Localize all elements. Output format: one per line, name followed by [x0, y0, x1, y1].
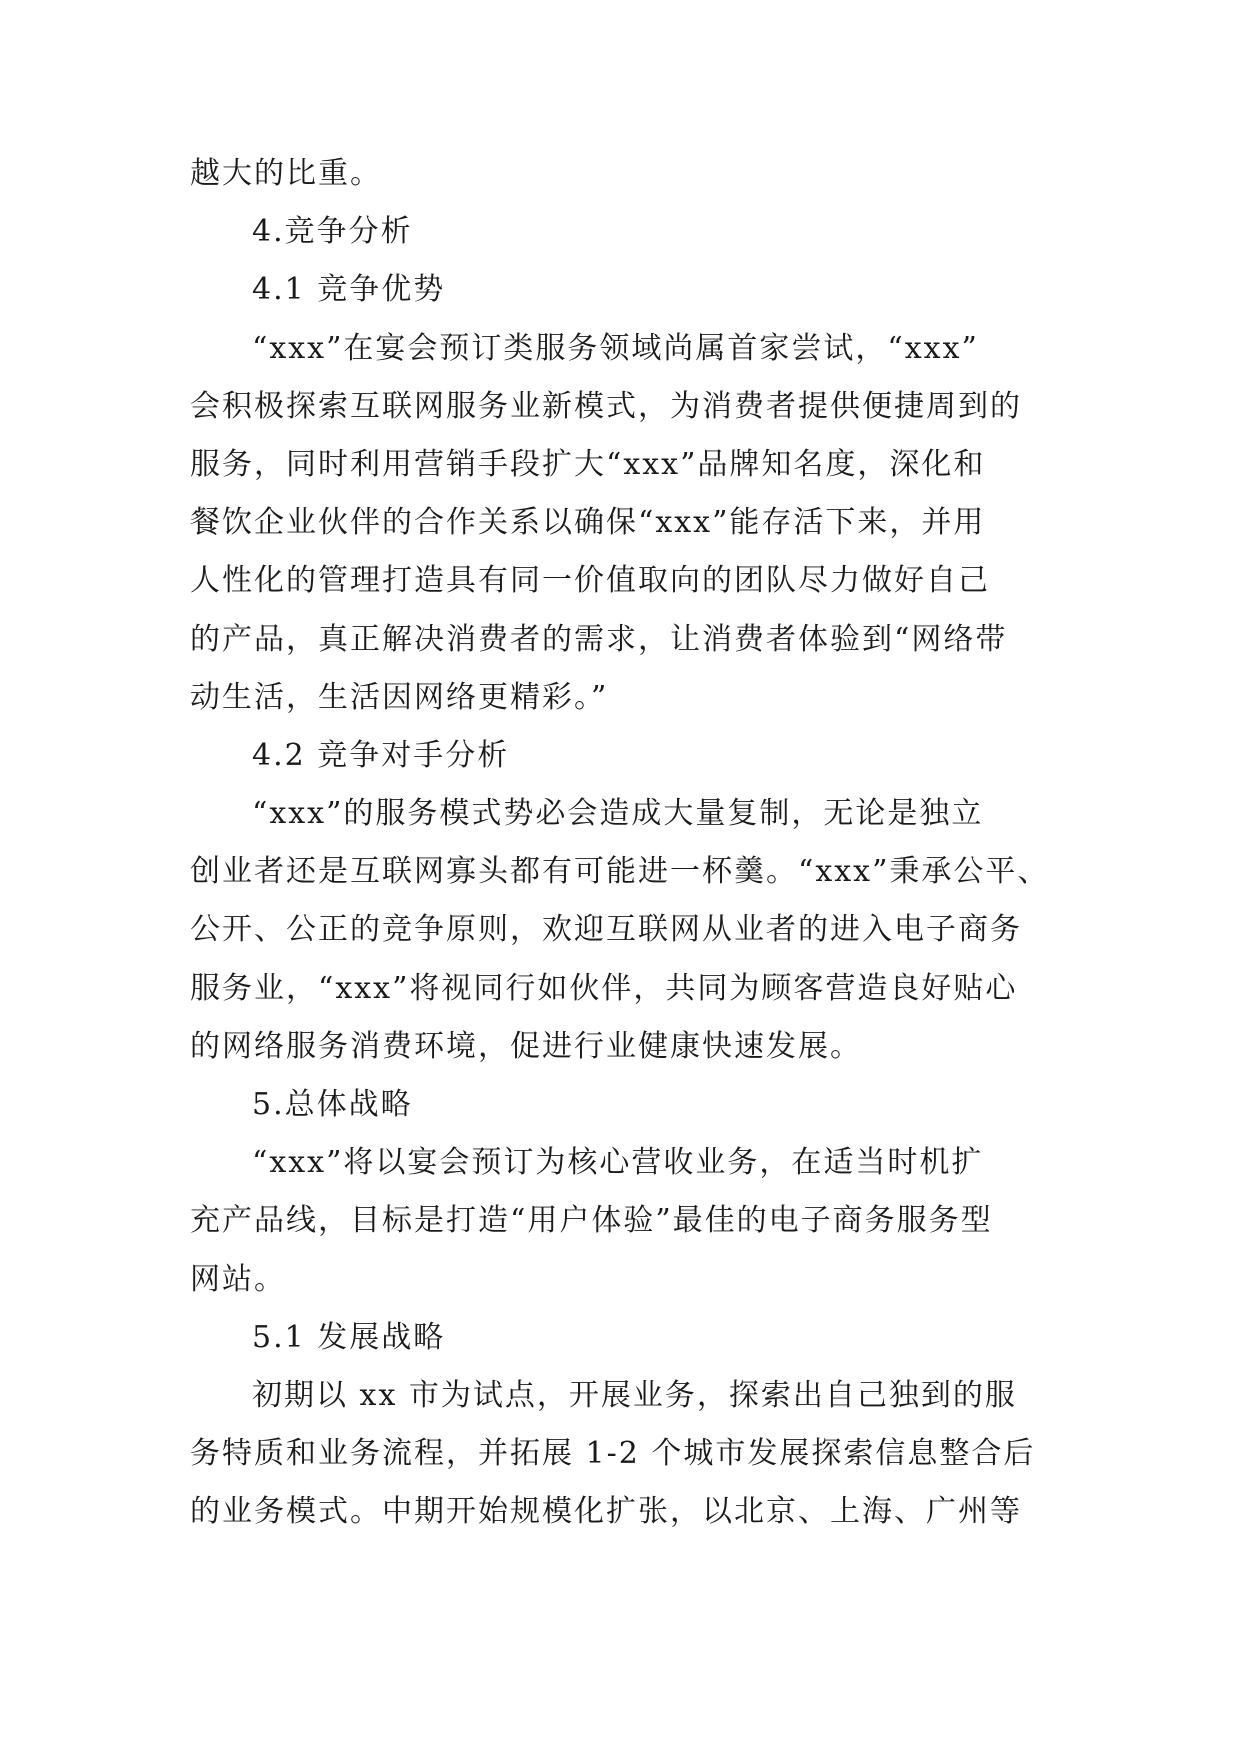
text-line: 服务，同时利用营销手段扩大“xxx”品牌知名度，深化和 [190, 446, 986, 482]
text-line: 初期以 xx 市为试点，开展业务，探索出自己独到的服 [252, 1377, 1017, 1413]
text-line: “xxx”的服务模式势必会造成大量复制，无论是独立 [252, 796, 984, 832]
text-line: 网站。 [190, 1261, 286, 1297]
document-body [190, 145, 1060, 1542]
text-line: “xxx”在宴会预订类服务领域尚属首家尝试，“xxx” [252, 330, 979, 366]
text-line: 会积极探索互联网服务业新模式，为消费者提供便捷周到的 [190, 388, 1022, 424]
text-line: 5.1 发展战略 [252, 1319, 446, 1355]
text-line: 公开、公正的竞争原则，欢迎互联网从业者的进入电子商务 [190, 912, 1022, 948]
text-line: 5.总体战略 [252, 1087, 413, 1122]
text-line: 4.2 竞争对手分析 [252, 737, 510, 773]
text-line: 创业者还是互联网寡头都有可能进一杯羹。“xxx”秉承公平、 [190, 854, 1050, 890]
text-line: 服务业，“xxx”将视同行如伙伴，共同为顾客营造良好贴心 [190, 970, 1018, 1006]
text-line: “xxx”将以宴会预订为核心营收业务，在适当时机扩 [252, 1145, 984, 1181]
text-line: 4.竞争分析 [252, 214, 413, 250]
text-line: 人性化的管理打造具有同一价值取向的团队尽力做好自己 [190, 563, 990, 599]
text-line: 越大的比重。 [190, 156, 382, 191]
text-line: 的产品，真正解决消费者的需求，让消费者体验到“网络带 [190, 621, 1008, 657]
text-line: 动生活，生活因网络更精彩。” [190, 679, 609, 715]
text-line: 餐饮企业伙伴的合作关系以确保“xxx”能存活下来，并用 [190, 505, 986, 541]
text-line: 充产品线，目标是打造“用户体验”最佳的电子商务服务型 [190, 1203, 993, 1239]
text-line: 务特质和业务流程，并拓展 1-2 个城市发展探索信息整合后 [190, 1436, 1036, 1472]
text-line: 4.1 竞争优势 [252, 272, 446, 308]
text-line: 的业务模式。中期开始规模化扩张，以北京、上海、广州等 [190, 1494, 1022, 1530]
text-line: 的网络服务消费环境，促进行业健康快速发展。 [190, 1028, 862, 1064]
